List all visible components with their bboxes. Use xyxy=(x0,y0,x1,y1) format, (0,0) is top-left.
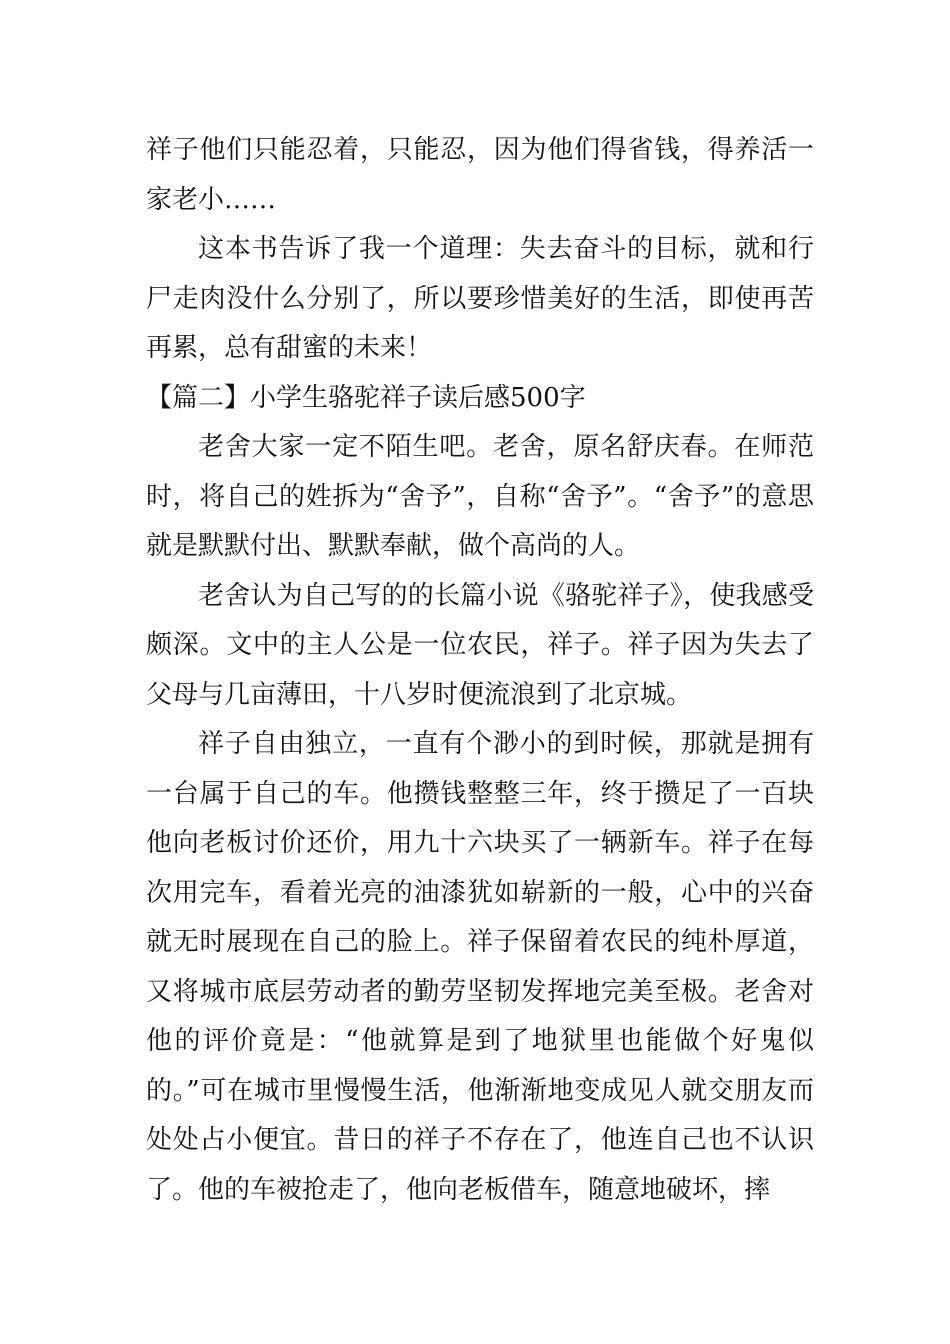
paragraph-continuation: 祥子他们只能忍着，只能忍，因为他们得省钱，得养活一家老小…… xyxy=(146,135,814,215)
paragraph-novel-intro: 老舍认为自己写的的长篇小说《骆驼祥子》，使我感受颇深。文中的主人公是一位农民，祥子。祥子因为失去了父母与几亩薄田，十八岁时便流浪到了北京城。 xyxy=(146,580,814,710)
paragraph-author-intro: 老舍大家一定不陌生吧。老舍，原名舒庆春。在师范时，将自己的姓拆为“舍予”，自称“舍予”。“舍予”的意思就是默默付出、默默奉献，做个高尚的人。 xyxy=(146,432,814,561)
paragraph-story: 祥子自由独立，一直有个渺小的到时候，那就是拥有一台属于自己的车。他攒钱整整三年，终于攒足了一百块他向老板讨价还价，用九十六块买了一辆新车。祥子在每次用完车，看着光亮的油漆犹如崭新的一般，心中的兴奋就无时展现在自己的脸上。祥子保留着农民的纯朴厚道，又将城市底层劳动者的勤劳坚韧发挥地完美至极。老舍对他的评价竟是：“他就算是到了地狱里也能做个好鬼似的。”可在城市里慢慢生活，他渐渐地变成见人就交朋友而处处占小便宜。昔日的祥子不存在了，他连自己也不认识了。他的车被抢走了，他向老板借车，随意地破坏，摔 xyxy=(146,729,814,1205)
section-heading: 【篇二】小学生骆驼祥子读后感500字 xyxy=(146,382,586,413)
document-body xyxy=(146,126,814,1215)
paragraph-lesson: 这本书告诉了我一个道理：失去奋斗的目标，就和行尸走肉没什么分别了，所以要珍惜美好的生活，即使再苦再累，总有甜蜜的未来！ xyxy=(146,234,814,363)
